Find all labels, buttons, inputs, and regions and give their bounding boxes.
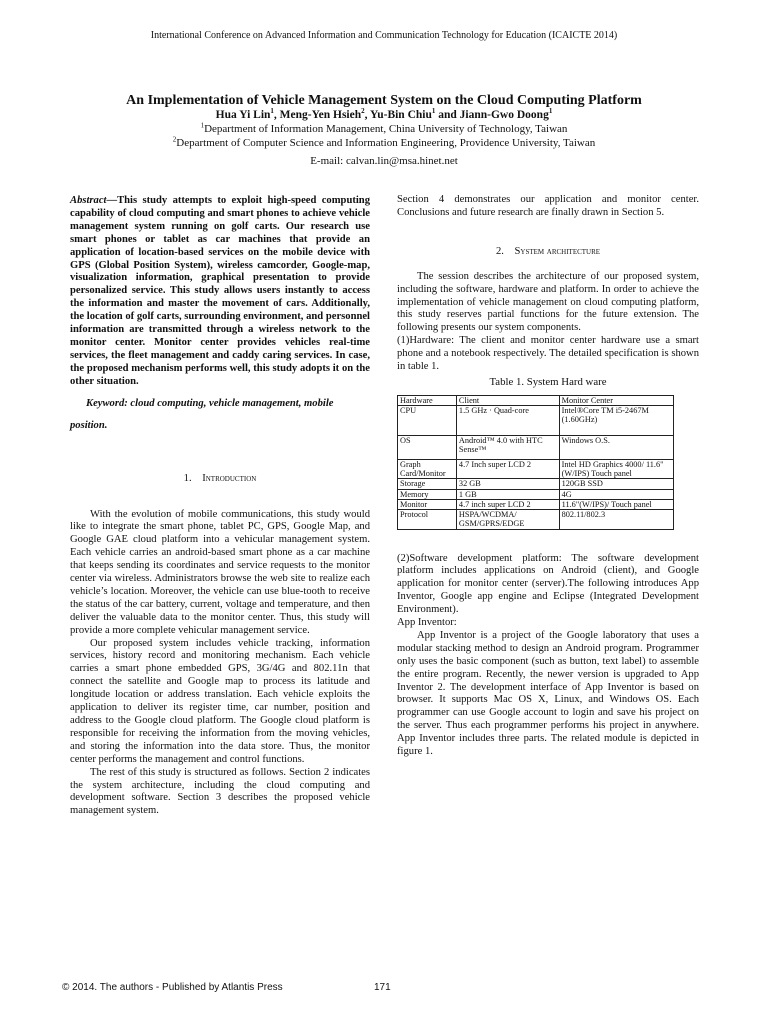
table-cell: 802.11/802.3 [559,510,673,529]
table-header-cell: Client [456,395,559,405]
author-name: Yu-Bin Chiu [369,109,432,121]
table-cell: Memory [398,489,457,499]
table-header-row [398,395,674,405]
contact-email: E-mail: calvan.lin@msa.hinet.net [310,155,458,167]
section-2-heading [397,246,699,259]
affiliation-2 [0,137,768,149]
table-row [398,510,674,529]
author-and: and [435,109,460,121]
author-affil-mark: 1 [431,107,436,116]
table-cell: HSPA/WCDMA/ GSM/GPRS/EDGE [456,510,559,529]
software-paragraph: (2)Software development platform: The software development platform includes applications on Android (client), and Google application for monitor center (server).The following introduces App Inventor, Google app engine and Eclipse (Integrated Development Environment). [397,552,699,616]
table-cell: 4G [559,489,673,499]
table-cell: 1 GB [456,489,559,499]
table-cell: 120GB SSD [559,479,673,489]
table-row [398,489,674,499]
table-cell: Windows O.S. [559,436,673,460]
author-affil-mark: 2 [361,107,365,116]
keywords: Keyword: cloud computing, vehicle management, mobile position. [70,397,334,431]
affiliation-text: Department of Computer Science and Information Engineering, Providence University, Taiwan [176,137,596,149]
section-title: Introduction [202,472,257,484]
architecture-paragraph: The session describes the architecture of our proposed system, including the software, hardware and platform. In order to achieve the implementation of vehicle management on cloud computing platform, this study reserves partial functions for the future extension. The following presents our system components. [397,270,699,334]
copyright-footer: © 2014. The authors - Published by Atlantis Press [62,982,283,993]
author-name: Hua Yi Lin [215,109,271,121]
table-cell: 1.5 GHz · Quad-core [456,406,559,436]
right-column [397,194,699,759]
conference-header: International Conference on Advanced Information and Communication Technology for Education (ICAICTE 2014) [150,30,618,41]
table-cell: Android™ 4.0 with HTC Sense™ [456,436,559,460]
affiliation-text: Department of Information Management, China University of Technology, Taiwan [204,123,568,135]
intro-paragraph-2: Our proposed system includes vehicle tracking, information services, history record and monitoring mechanism. Each vehicle carries a smart phone embedded GPS, 3G/4G and 802.11n that connect the satellite and Google map to process its latitude and longitude location or address translation. Each vehicle exploits the application to deliver its register time, car number, position and address to the Google cloud platform. The Google cloud platform is responsible for receiving the information from the moving vehicles, and storing the information into the data store. Thus, the monitor center performs the management and control functions. [70,637,370,765]
left-column [70,195,370,818]
table-header-cell: Hardware [398,395,457,405]
paper-title: An Implementation of Vehicle Management System on the Cloud Computing Platform [126,93,642,108]
table-cell: Storage [398,479,457,489]
author-separator: , [273,109,280,121]
table-cell: Monitor [398,499,457,509]
table-cell: Intel HD Graphics 4000/ 11.6"(W/IPS) Touch panel [559,460,673,479]
table-cell: 4.7 Inch super LCD 2 [456,460,559,479]
author-list [0,109,768,121]
table-row [398,460,674,479]
affiliation-1 [0,123,768,135]
table-cell: 4.7 inch super LCD 2 [456,499,559,509]
table-cell: Intel®Core TM i5-2467M (1.60GHz) [559,406,673,436]
author-affil-mark: 1 [270,107,274,116]
table-cell: 32 GB [456,479,559,489]
table-cell: OS [398,436,457,460]
table-row [398,499,674,509]
page-number: 171 [374,982,391,993]
author-name: Jiann-Gwo Doong [459,109,549,121]
table-cell: Protocol [398,510,457,529]
intro-paragraph-3: The rest of this study is structured as follows. Section 2 indicates the system architecture, including the cloud computing and development software. Section 3 describes the proposed vehicle management system. [70,766,370,817]
table-caption: Table 1. System Hard ware [489,375,607,388]
section-number: 1. [183,472,192,484]
table-row [398,479,674,489]
table-cell: CPU [398,406,457,436]
abstract [70,195,370,389]
affiliation-mark: 1 [200,121,205,130]
abstract-text: —This study attempts to exploit high-speed computing capability of cloud computing and smart phones to achieve vehicle management system running on golf carts. Our research use smart phones or tablet as car machines that provide an application of location-based services on the mobile device with GPS (Global Position System), wireless camcorder, Google-map, visualization information, graphical presentation to provide personalized service. This study allows users instantly to access the information and master the movement of cars. Additionally, the location of golf carts, surrounding environment, and personnel information are transmitted through a wireless network to the monitor center. Monitor center provides vehicles real-time services, the fleet management and caddy caring services. In case, the proposed mechanism performs well, this study adopts it on the other situation. [70,195,370,387]
table-cell: 11.6"(W/IPS)/ Touch panel [559,499,673,509]
section-number: 2. [495,245,504,257]
hardware-spec-table [397,395,674,530]
hardware-paragraph: (1)Hardware: The client and monitor center hardware use a smart phone and a notebook respectively. The detailed specification is shown in table 1. [397,335,699,373]
app-inventor-heading: App Inventor: [397,617,457,629]
affiliation-mark: 2 [172,135,177,144]
intro-continuation: Section 4 demonstrates our application and monitor center. Conclusions and future research are finally drawn in Section 5. [397,194,699,218]
section-title: System architecture [514,245,601,257]
intro-paragraph-1: With the evolution of mobile communications, this study would like to integrate the smart phone, tablet PC, GPS, Google Map, and Google GAE cloud platform into a vehicular management system. Each vehicle carries an android-based smart phone as a car machine that keeps sending its coordinates and service requests to the monitor center via wireless. Administrators browse the web site to realize each vehicle’s location. Moreover, the vehicle can use blue-tooth to receive the status of the car battery, current, voltage and temperature, and then deliver the valuable data to the monitor center. Thus, this study will provide a more complete vehicular management service. [70,508,370,636]
author-separator: , [364,109,370,121]
app-inventor-paragraph: App Inventor is a project of the Google laboratory that uses a modular stacking method to design an Android program. Programmer only uses the basic component (such as button, text label) to assemble the entire program. Recently, the newer version is upgraded to App Inventor 2. The development interface of App Inventor is based on browser. It supports Mac OS X, Linux, and Windows OS. Each programmer can use Google account to login and save his project on the server. Thus each programmer performs his project in anywhere. App Inventor includes three parts. The related module is depicted in figure 1. [397,629,699,758]
table-cell: Graph Card/Monitor [398,460,457,479]
abstract-label: Abstract [70,195,107,206]
author-affil-mark: 1 [548,107,553,116]
table-row [398,436,674,460]
section-1-heading [70,473,370,486]
table-header-cell: Monitor Center [559,395,673,405]
table-row [398,406,674,436]
author-name: Meng-Yen Hsieh [279,109,362,121]
